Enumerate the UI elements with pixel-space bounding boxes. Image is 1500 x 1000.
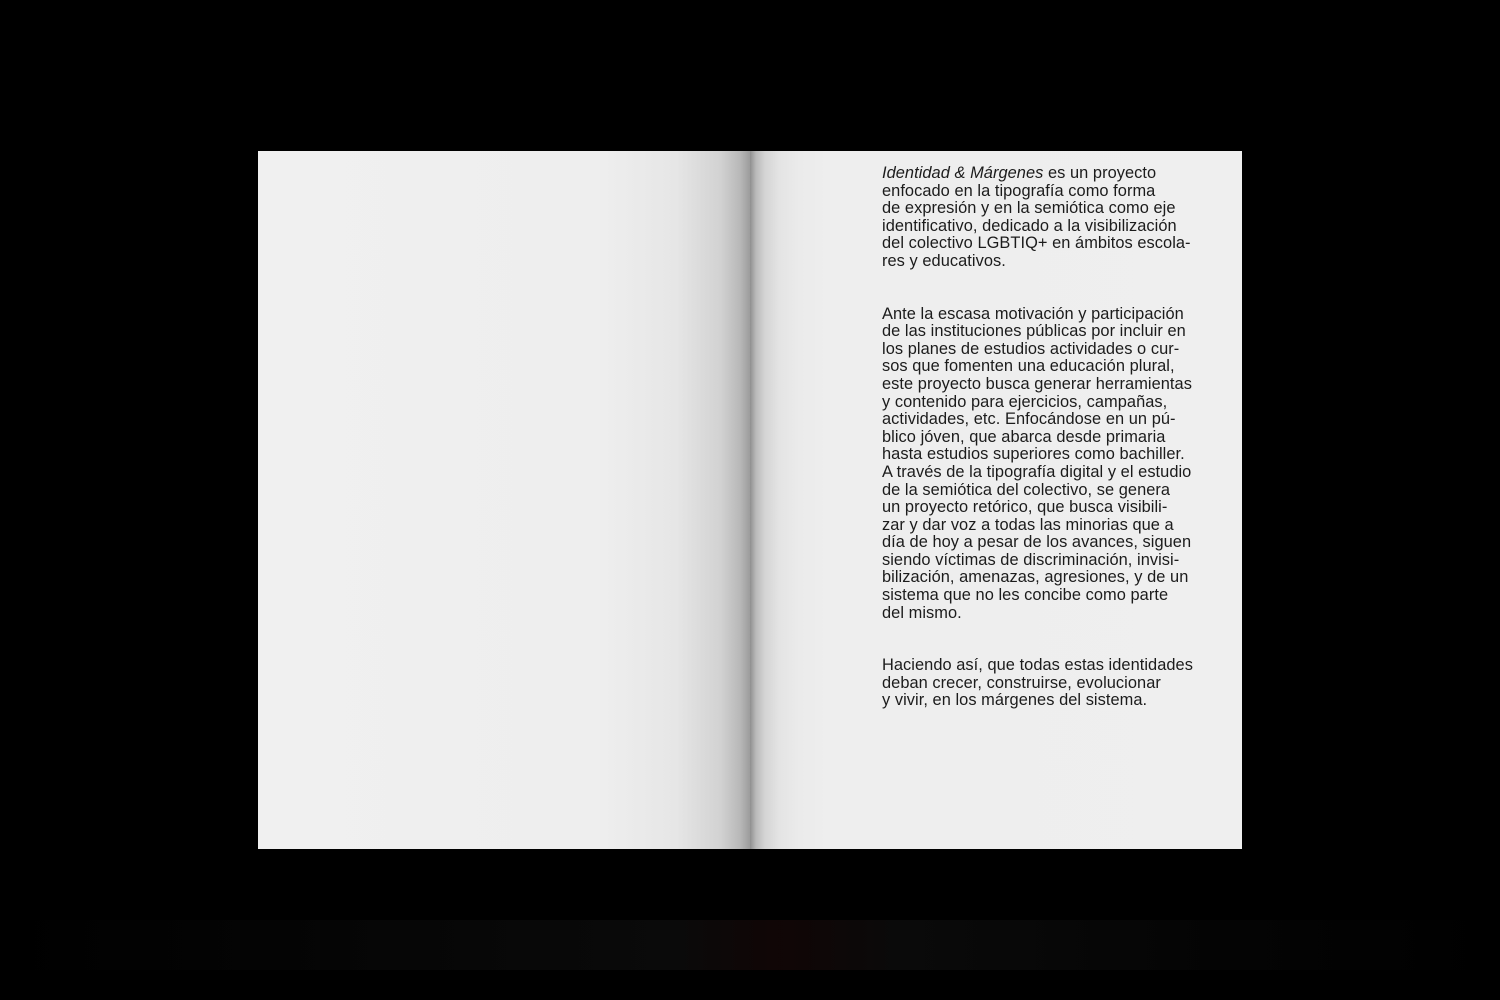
context-paragraph: Ante la escasa motivación y participación de las instituciones públicas por incluir en los planes de estudios actividades o cur- sos que fomenten una educación plural, este proyecto busca generar herramientas y contenido para ejercicios, campañas, actividades, etc. Enfocándose en un pú- blico jóven, que abarca desde primaria hasta estudios superiores como bachiller. A través de la tipografía digital y el estudio de la semiótica del colectivo, se genera un proyecto retórico, que busca visibili- zar y dar voz a todas las minorias que a día de hoy a pesar de los avances, siguen siendo víctimas de discriminación, invisi- bilización, amenazas, agresiones, y de un sistema que no les concibe como parte del mismo. xyxy=(882,304,1192,622)
open-booklet xyxy=(258,151,1242,849)
right-page xyxy=(750,151,1242,849)
floor-shadow xyxy=(0,920,1500,970)
closing-paragraph: Haciendo así, que todas estas identidades deban crecer, construirse, evolucionar y vivir, en los márgenes del sistema. xyxy=(882,656,1193,710)
intro-text: es un proyecto enfocado en la tipografía como forma de expresión y en la semiótica como eje identificativo, dedicado a la visibilización del colectivo LGBTIQ+ en ámbitos escola- res y educativos. xyxy=(882,164,1191,270)
body-text xyxy=(882,165,1232,710)
left-page-blank xyxy=(258,151,750,849)
project-title: Identidad & Márgenes xyxy=(882,164,1044,182)
intro-paragraph xyxy=(882,165,1232,271)
